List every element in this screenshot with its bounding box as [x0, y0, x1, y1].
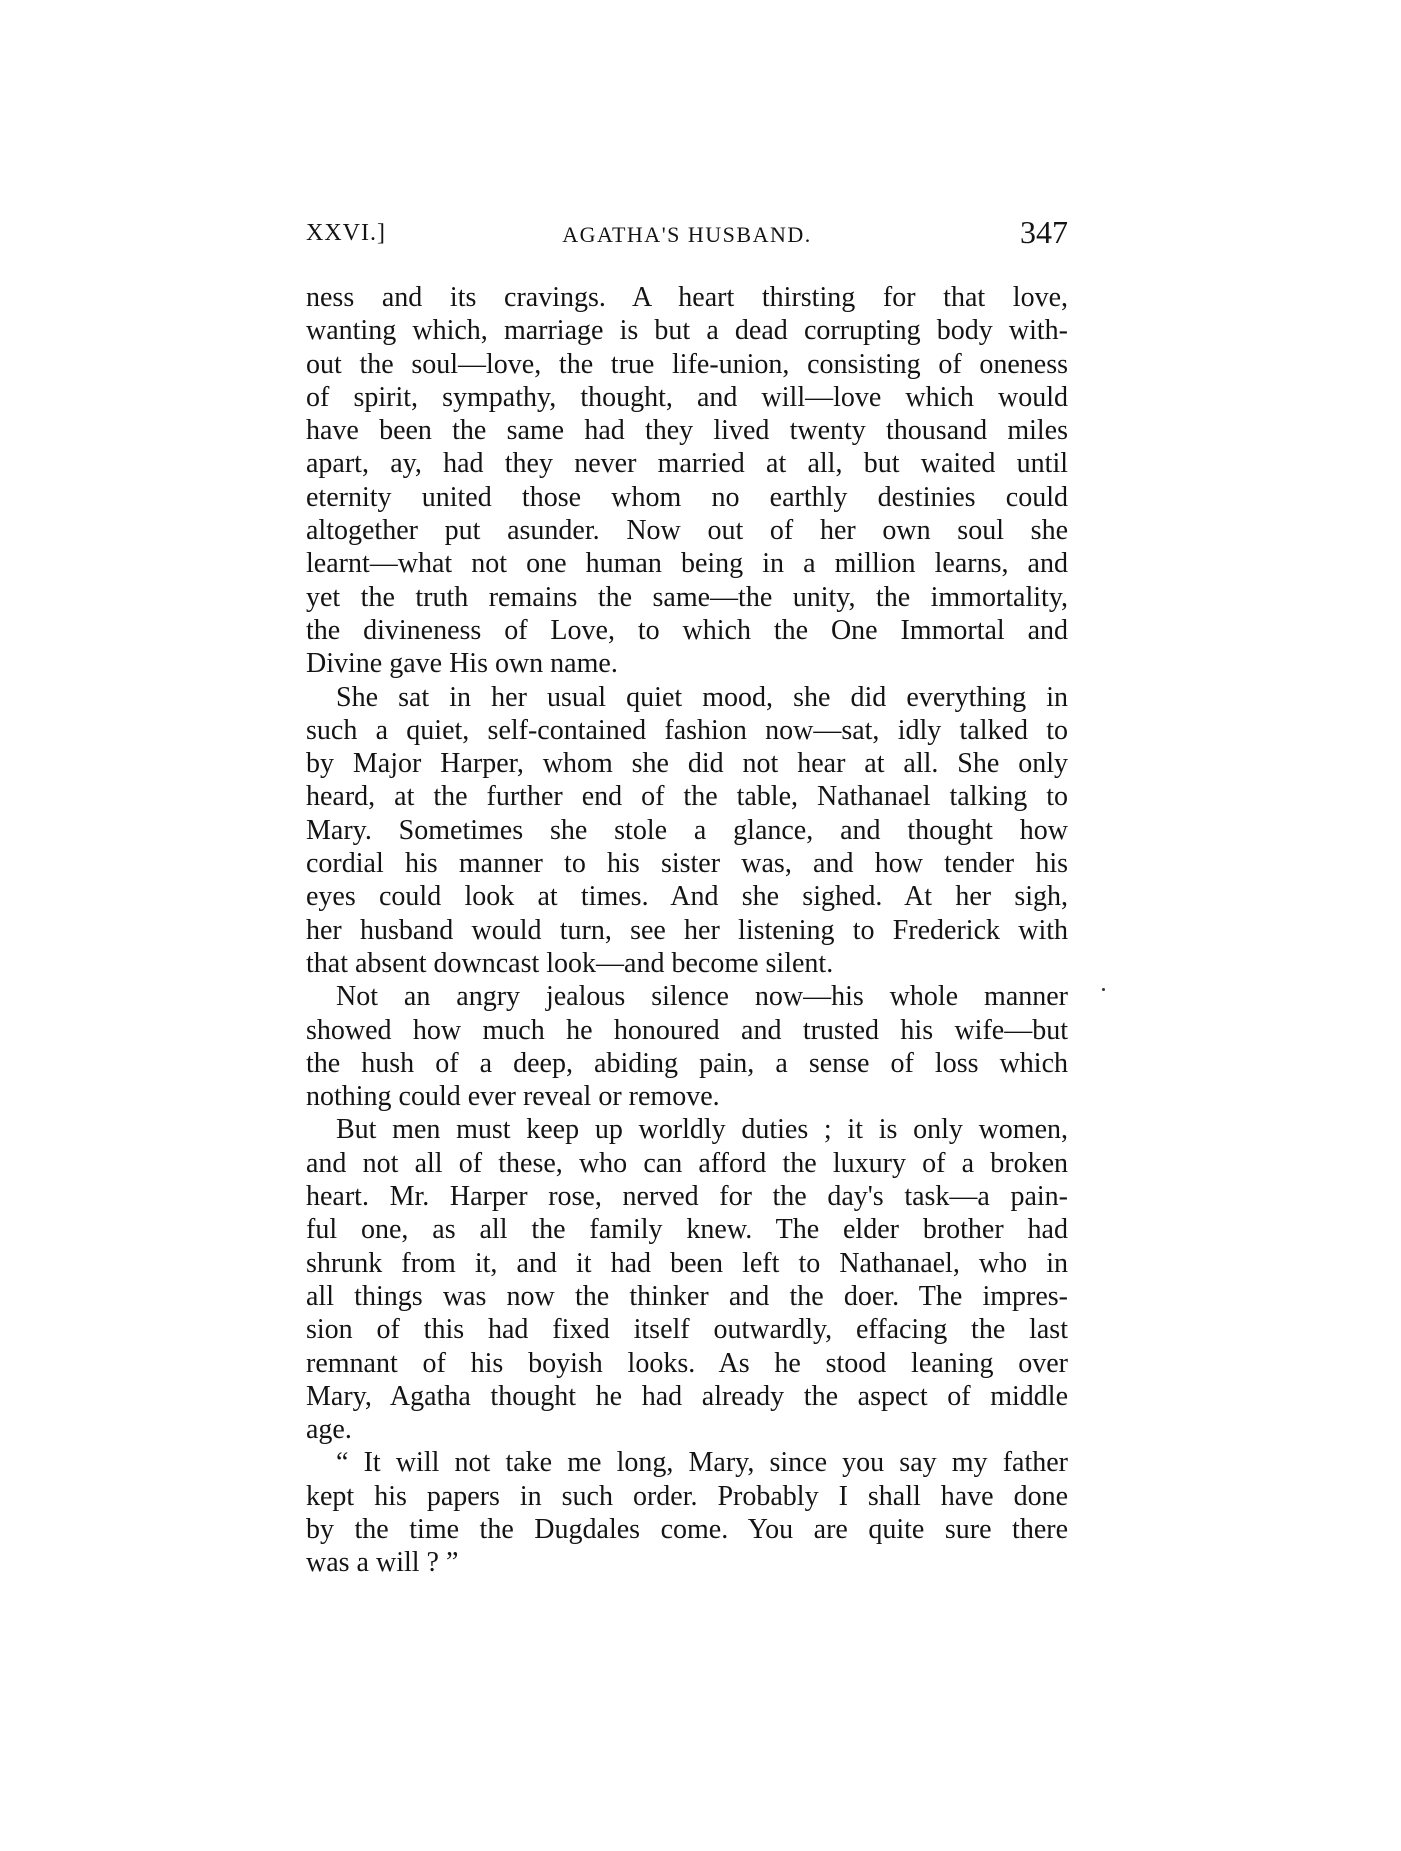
text-line: “ It will not take me long, Mary, since you say my father [336, 1447, 1068, 1479]
text-line: wanting which, marriage is but a dead corrupting body with- [306, 315, 1068, 347]
text-line: age. [306, 1414, 352, 1446]
text-line: that absent downcast look—and become silent. [306, 947, 834, 979]
text-line: nothing could ever reveal or remove. [306, 1081, 720, 1113]
text-line: shrunk from it, and it had been left to Nathanael, who in [306, 1247, 1068, 1279]
text-line: of spirit, sympathy, thought, and will—love which would [306, 381, 1068, 413]
text-line: showed how much he honoured and trusted his wife—but [306, 1014, 1068, 1046]
text-line: and not all of these, who can afford the luxury of a broken [306, 1147, 1068, 1179]
text-line: have been the same had they lived twenty thousand miles [306, 415, 1068, 447]
chapter-number: XXVI.] [306, 220, 386, 246]
page-number: 347 [1020, 214, 1068, 250]
text-line: cordial his manner to his sister was, and how tender his [306, 848, 1068, 880]
text-line: Mary. Sometimes she stole a glance, and thought how [306, 814, 1068, 846]
paragraph [306, 281, 1068, 681]
text-line: kept his papers in such order. Probably I shall have done [306, 1480, 1068, 1512]
text-line: heart. Mr. Harper rose, nerved for the day's task—a pain- [306, 1181, 1068, 1213]
text-line: Mary, Agatha thought he had already the aspect of middle [306, 1380, 1068, 1412]
running-title: AGATHA'S HUSBAND. [562, 222, 812, 247]
text-line: by Major Harper, whom she did not hear at all. She only [306, 748, 1068, 780]
text-line: altogether put asunder. Now out of her own soul she [306, 515, 1068, 547]
body-text [306, 281, 1068, 1580]
text-line: apart, ay, had they never married at all, but waited until [306, 448, 1068, 480]
text-line: all things was now the thinker and the doer. The impres- [306, 1280, 1068, 1312]
text-line: learnt—what not one human being in a million learns, and [306, 548, 1068, 580]
text-line: eyes could look at times. And she sighed. At her sigh, [306, 881, 1068, 913]
text-line: was a will ? ” [306, 1547, 459, 1579]
text-line: yet the truth remains the same—the unity, the immortality, [306, 581, 1068, 613]
text-line: out the soul—love, the true life-union, consisting of oneness [306, 348, 1068, 380]
running-header [306, 214, 1068, 254]
text-line: sion of this had fixed itself outwardly, effacing the last [306, 1314, 1068, 1346]
paragraph [306, 980, 1068, 1113]
text-line: such a quiet, self-contained fashion now—sat, idly talked to [306, 714, 1068, 746]
text-line: ful one, as all the family knew. The elder brother had [306, 1214, 1068, 1246]
text-line: by the time the Dugdales come. You are quite sure there [306, 1513, 1068, 1545]
text-line: Divine gave His own name. [306, 648, 618, 680]
paragraph [306, 1113, 1068, 1446]
text-line: remnant of his boyish looks. As he stood leaning over [306, 1347, 1068, 1379]
text-line: ness and its cravings. A heart thirsting for that love, [306, 282, 1068, 313]
paragraph [306, 681, 1068, 981]
text-line: She sat in her usual quiet mood, she did everything in [336, 681, 1068, 713]
text-line: Not an angry jealous silence now—his whole manner [336, 981, 1068, 1013]
text-line: the divineness of Love, to which the One Immortal and [306, 614, 1068, 646]
text-line: heard, at the further end of the table, Nathanael talking to [306, 781, 1068, 813]
text-line: But men must keep up worldly duties ; it is only women, [336, 1114, 1068, 1146]
text-line: her husband would turn, see her listening to Frederick with [306, 914, 1068, 946]
text-line: eternity united those whom no earthly destinies could [306, 481, 1068, 513]
paragraph [306, 1446, 1068, 1579]
text-line: the hush of a deep, abiding pain, a sense of loss which [306, 1047, 1068, 1079]
scan-speck [1102, 988, 1105, 991]
